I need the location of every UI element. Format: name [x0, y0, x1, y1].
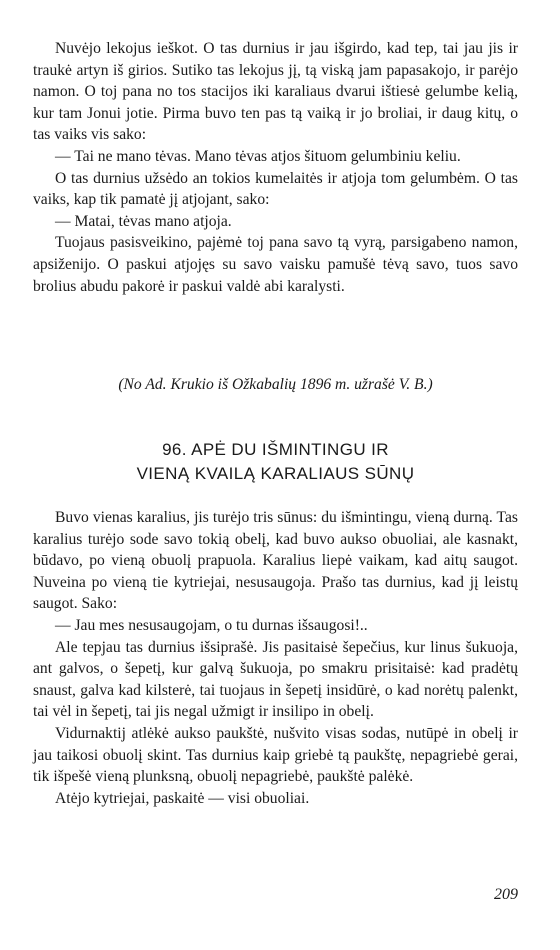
paragraph: Vidurnaktij atlėkė aukso paukštė, nušvito visas sodas, nutūpė in obelį ir jau taikosi obuolį skint. Tas durnius kaip griebė tą paukštę, nepagriebė gerai, tik išpešė vieną plunksną, obuolį nepagriebė, paukštė palėkė.: [33, 724, 518, 786]
story-95-ending: [33, 38, 518, 297]
page-number: 209: [494, 886, 518, 903]
paragraph: Buvo vienas karalius, jis turėjo tris sūnus: du išmintingu, vieną durną. Tas karalius turėjo sode savo tokią obelį, kad buvo aukso obuoliai, ale kasnakt, būdavo, po vieną obuolį prapuola. Karalius liepė vaikam, kad aitų saugot. Nuveina po vieną tie kytriejai, nesusaugoja. Prašo tas durnius, kad jį leistų saugot. Sako:: [33, 509, 518, 613]
paragraph: Tuojaus pasisveikino, pajėmė toj pana savo tą vyrą, parsigabeno namon, apsiženijo. O paskui atjojęs su savo vaisku pamušė tėvą savo, tuos savo brolius abudu pakorė ir paskui valdė abi karalysti.: [33, 234, 518, 295]
dialog-line: — Jau mes nesusaugojam, o tu durnas išsaugosi!..: [55, 616, 368, 634]
paragraph: Nuvėjo lekojus ieškot. O tas durnius ir jau išgirdo, kad tep, tai jau jis ir traukė artyn iš girios. Sutiko tas lekojus jį, tą viską jam papasakojo, ir parėjo namon. O toj pana no tos stacijos iki karaliaus dvarui ištiesė gelumbe kelią, kur tam Jonui jotie. Pirma buvo ten pas tą vaiką ir jo broliai, ir daug kitų, o tas vaiks vis sako:: [33, 40, 518, 144]
section-heading-line-2: VIENĄ KVAILĄ KARALIAUS SŪNŲ: [136, 464, 415, 483]
section-heading-line-1: 96. APĖ DU IŠMINTINGU IR: [162, 440, 389, 459]
paragraph: Atėjo kytriejai, paskaitė — visi obuoliai.: [55, 789, 310, 807]
dialog-line: — Matai, tėvas mano atjoja.: [55, 212, 232, 230]
section-heading: [33, 438, 518, 486]
story-96-text: [33, 507, 518, 809]
paragraph: Ale tepjau tas durnius išsiprašė. Jis pasitaisė šepečius, kur linus šukuoja, ant galvos, o šepetį, kur galvą šukuoja, po smakru prisitaisė: kad pradėtų snaust, galva kad kilsterė, tai tuojaus in šepetį insidūrė, o kad norėtų palenkt, tai vėl in šepetį, tai jis negal užmigt ir insilipo in obelį.: [33, 638, 518, 721]
source-note: (No Ad. Krukio iš Ožkabalių 1896 m. užrašė V. B.): [118, 376, 433, 393]
paragraph: O tas durnius užsėdo an tokios kumelaitės ir atjoja tom gelumbėm. O tas vaiks, kap tik pamatė jį atjojant, sako:: [33, 169, 518, 209]
dialog-line: — Tai ne mano tėvas. Mano tėvas atjos šituom gelumbiniu keliu.: [55, 147, 461, 165]
